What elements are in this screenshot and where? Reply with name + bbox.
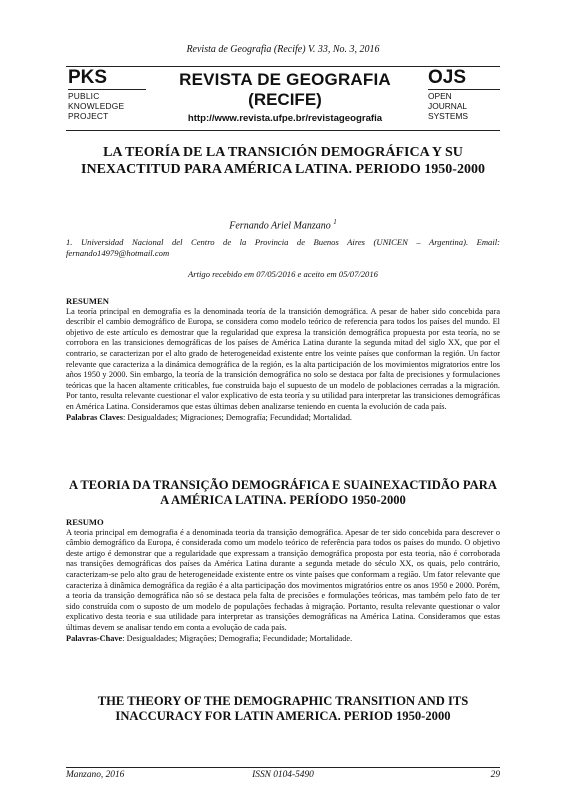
ojs-line-2: JOURNAL [428, 101, 468, 111]
pks-line-1: PUBLIC [68, 91, 100, 101]
ojs-acronym: OJS [428, 67, 467, 88]
resumo-section [66, 517, 500, 644]
pks-line-3: PROJECT [68, 111, 109, 121]
ojs-logo [428, 68, 500, 121]
resumen-section [66, 296, 500, 423]
author-affiliation: 1. Universidad Nacional del Centro de la Provincia de Buenos Aires (UNICEN – Argentina). Email: fernando14979@hotmail.com [66, 237, 500, 258]
resumo-keywords-label: Palavras-Chave [66, 633, 123, 643]
resumen-keywords [66, 413, 500, 424]
resumo-body: A teoria principal em demografia é a denominada teoria da transição demográfica. Apesar de ter sido concebida para descrever o câmbio demográfico da Europa, é considerada como um modelo teórico de referência para todos os países do mundo. O objetivo deste artigo é demonstrar que a regularidade que expressam a transição demográfica proposta por esta teoria, não é corroborada nas transições demográficas dos países da América Latina durante a segunda metade do século XX, os quais, pelo contrário, caracterizam-se pelo alto grau de heterogeneidade existente entre os vinte países que conformam a região. Um fator relevante que caracteriza à dinâmica demográfica da região é a alta participação dos movimentos migratórios entre os anos 1950 e 2000. Porém, a teoria da transição demográfica não só se destaca pela falta de precisões e formulações teóricas, mas também pelo fato de ter sido construída com o suposto de um modelo de populações fechadas à migração. Portanto, resulta relevante questionar o valor explicativo desta teoria e sua utilidade para interpretar as transições demográficas na América Latina. Consideramos que estas últimas devem se analisar tendo em conta a evolução de cada país. [66, 527, 500, 632]
footer-author-year: Manzano, 2016 [66, 770, 125, 780]
ojs-divider [428, 89, 500, 90]
author-affiliation-marker: 1 [333, 218, 337, 226]
pks-divider [68, 89, 146, 90]
resumen-keywords-list: : Desigualdades; Migraciones; Demografía; Fecundidad; Mortalidad. [122, 412, 352, 422]
received-accepted-dates: Artigo recebido em 07/05/2016 e aceito em 05/07/2016 [188, 269, 378, 279]
journal-masthead [150, 70, 420, 126]
resumen-heading: RESUMEN [66, 296, 109, 306]
article-title-english: THE THEORY OF THE DEMOGRAPHIC TRANSITION AND ITS INACCURACY FOR LATIN AMERICA. PERIOD 1950-2000 [97, 694, 469, 723]
ojs-line-1: OPEN [428, 91, 452, 101]
pks-logo [68, 68, 148, 121]
article-title-portuguese: A TEORIA DA TRANSIÇÃO DEMOGRÁFICA E SUAINEXACTIDÃO PARA A AMÉRICA LATINA. PERÍODO 1950-2000 [69, 478, 497, 507]
resumen-body: La teoría principal en demografía es la denominada teoría de la transición demográfica. A pesar de haber sido concebida para describir el cambio demográfico de Europa, se considera como modelo teórico de referencia para todos los países del mundo. El objetivo de este artículo es demostrar que la regularidad que expresa la transición demográfica propuesta por esta teoría, no se corrobora en las transiciones demográficas de los países de América Latina durante la segunda mitad del siglo XX, que por el contrario, se caracterizan por el alto grado de heterogeneidad existente entre los veinte países que conforman la región. Un factor relevante que caracteriza a la dinámica demográfica de la región, es la alta participación de los movimientos migratorios entre los años 1950 y 2000. Sin embargo, la teoría de la transición demográfica no solo se destaca por falta de precisiones y formulaciones teóricas que la hacen altamente criticables, fue construida bajo el supuesto de un modelo de poblaciones cerradas a la migración. Por tanto, resulta relevante cuestionar el valor explicativo de esta teoría y su utilidad para interpretar las transiciones demográficas en América Latina. Consideramos que estas últimas deben analizarse teniendo en cuenta la evolución de cada país. [66, 306, 500, 411]
author-line [0, 218, 566, 231]
page-number: 29 [490, 770, 500, 780]
article-title-spanish: LA TEORÍA DE LA TRANSICIÓN DEMOGRÁFICA Y SU INEXACTITUD PARA AMÉRICA LATINA. PERIODO 1950-2000 [81, 145, 485, 177]
resumo-keywords [66, 634, 500, 645]
resumo-heading: RESUMO [66, 517, 104, 527]
pks-line-2: KNOWLEDGE [68, 101, 125, 111]
journal-citation: Revista de Geografia (Recife) V. 33, No. 3, 2016 [186, 44, 380, 55]
footer-rule [66, 767, 500, 768]
footer-issn: ISSN 0104-5490 [252, 770, 314, 780]
resumen-keywords-label: Palabras Claves [66, 412, 123, 422]
journal-url-link[interactable]: http://www.revista.ufpe.br/revistageografia [187, 113, 383, 124]
header-bottom-rule [66, 130, 500, 131]
journal-name: REVISTA DE GEOGRAFIA [179, 70, 391, 89]
pks-acronym: PKS [68, 67, 108, 88]
resumo-keywords-list: : Desigualdades; Migrações; Demografia; Fecundidade; Mortalidade. [122, 633, 353, 643]
journal-city: (RECIFE) [248, 90, 322, 109]
ojs-line-3: SYSTEMS [428, 111, 469, 121]
author-name: Fernando Ariel Manzano [229, 220, 331, 232]
